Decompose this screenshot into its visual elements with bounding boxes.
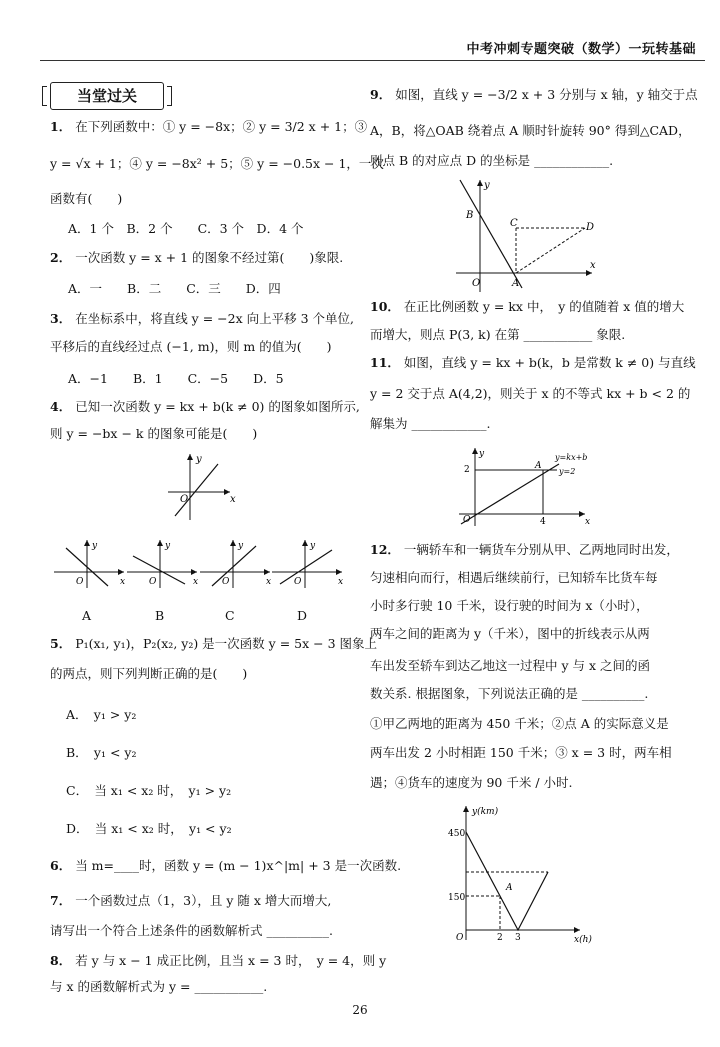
q3-line-1: 3． 在坐标系中，将直线 y = −2x 向上平移 3 个单位,: [50, 311, 354, 326]
q1-line-3: 函数有( ): [50, 191, 123, 206]
svg-text:A: A: [535, 461, 542, 471]
q5-line-2: 的两点，则下列判断正确的是( ): [50, 666, 248, 681]
q4-option-a-figure: [52, 538, 132, 588]
svg-text:y: y: [484, 180, 490, 191]
q3-line-2: 平移后的直线经过点 (−1, m)，则 m 的值为( ): [50, 339, 332, 354]
q1-line-1: 1． 在下列函数中：① y = −8x；② y = 3/2 x + 1；③: [50, 119, 368, 134]
q11-line-3: 解集为 ____________.: [370, 416, 491, 431]
q12-line-8: 两车出发 2 小时相距 150 千米；③ x = 3 时，两车相: [370, 745, 672, 760]
svg-text:O: O: [180, 494, 189, 505]
svg-text:O: O: [472, 278, 481, 289]
q4-main-figure: [160, 450, 240, 522]
svg-text:O: O: [463, 515, 471, 525]
svg-text:A: A: [506, 883, 513, 893]
q4-option-c-figure: [198, 538, 278, 588]
q4-choice-d-label: D: [297, 608, 308, 623]
q12-line-2: 匀速相向而行，相遇后继续前行，已知轿车比货车每: [370, 570, 658, 585]
q11-figure: [455, 444, 605, 528]
q4-choice-b-label: B: [155, 608, 165, 623]
q5-line-1: 5． P₁(x₁, y₁)，P₂(x₂, y₂) 是一次函数 y = 5x − 3 图象上: [50, 636, 377, 651]
q1-options: A．1 个 B．2 个 C．3 个 D．4 个: [68, 221, 304, 236]
svg-text:y: y: [165, 541, 171, 551]
q2-line-1: 2． 一次函数 y = x + 1 的图象不经过第( )象限.: [50, 250, 344, 265]
svg-text:2: 2: [464, 465, 470, 475]
q6-line-1: 6． 当 m=____时，函数 y = (m − 1)x^|m| + 3 是一次函数.: [50, 858, 402, 873]
q9-line-1: 9． 如图，直线 y = −3/2 x + 3 分别与 x 轴，y 轴交于点: [370, 87, 698, 102]
q4-line-1: 4． 已知一次函数 y = kx + b(k ≠ 0) 的图象如图所示,: [50, 399, 360, 414]
page-number: 26: [352, 1003, 368, 1017]
svg-text:O: O: [149, 577, 157, 587]
svg-text:y: y: [196, 454, 202, 465]
svg-text:O: O: [76, 577, 84, 587]
svg-text:x: x: [266, 577, 272, 587]
q1-line-2: y = √x + 1；④ y = −8x² + 5；⑤ y = −0.5x − 1，一次: [50, 156, 384, 171]
q12-line-7: ①甲乙两地的距离为 450 千米；②点 A 的实际意义是: [370, 716, 669, 731]
q2-options: A．一 B．二 C．三 D．四: [68, 281, 281, 296]
section-banner: 当堂过关: [50, 82, 164, 110]
svg-text:O: O: [294, 577, 302, 587]
svg-text:A: A: [512, 278, 520, 289]
svg-text:x: x: [193, 577, 199, 587]
svg-text:2: 2: [497, 933, 503, 943]
q4-choice-c-label: C: [225, 608, 235, 623]
svg-text:450: 450: [448, 829, 466, 839]
q10-line-1: 10． 在正比例函数 y = kx 中， y 的值随着 x 值的增大: [370, 299, 685, 314]
svg-text:3: 3: [515, 933, 521, 943]
q12-line-3: 小时多行驶 10 千米，设行驶的时间为 x（小时），: [370, 598, 649, 613]
page-header-title: 中考冲刺专题突破（数学）一玩转基础: [466, 42, 696, 57]
q9-figure: [452, 176, 602, 294]
q4-option-d-figure: [270, 538, 350, 588]
svg-text:x(h): x(h): [574, 935, 592, 945]
svg-text:B: B: [466, 210, 474, 221]
header-rule: [40, 60, 705, 61]
q8-line-2: 与 x 的函数解析式为 y = ___________.: [50, 979, 268, 994]
svg-text:x: x: [585, 517, 591, 527]
svg-text:x: x: [230, 494, 236, 505]
svg-text:x: x: [338, 577, 344, 587]
svg-text:y=2: y=2: [559, 467, 576, 476]
q12-line-9: 遇；④货车的速度为 90 千米 / 小时.: [370, 775, 573, 790]
svg-text:x: x: [590, 260, 596, 271]
svg-text:y: y: [92, 541, 98, 551]
svg-text:y: y: [238, 541, 244, 551]
svg-text:C: C: [510, 218, 518, 229]
svg-text:4: 4: [540, 517, 546, 527]
q4-choice-a-label: A: [82, 608, 92, 623]
q8-line-1: 8． 若 y 与 x − 1 成正比例，且当 x = 3 时， y = 4，则 y: [50, 953, 387, 968]
q12-line-5: 车出发至轿车到达乙地这一过程中 y 与 x 之间的函: [370, 658, 651, 673]
svg-text:D: D: [586, 222, 595, 233]
q4-line-2: 则 y = −bx − k 的图象可能是( ): [50, 426, 258, 441]
q12-line-6: 数关系. 根据图象，下列说法正确的是 __________.: [370, 686, 649, 701]
q5-option-b: B． y₁ < y₂: [66, 745, 137, 760]
q7-line-2: 请写出一个符合上述条件的函数解析式 __________.: [50, 923, 333, 938]
svg-text:y: y: [479, 449, 485, 459]
svg-text:x: x: [120, 577, 126, 587]
q9-line-2: A，B，将△OAB 绕着点 A 顺时针旋转 90° 得到△CAD，: [370, 123, 691, 138]
svg-text:y(km): y(km): [472, 807, 499, 817]
q12-figure: [440, 800, 600, 945]
q4-option-b-figure: [125, 538, 205, 588]
q10-line-2: 而增大，则点 P(3, k) 在第 ___________ 象限.: [370, 327, 626, 342]
q9-line-3: 则点 B 的对应点 D 的坐标是 ____________.: [370, 153, 614, 168]
q7-line-1: 7． 一个函数过点（1，3），且 y 随 x 增大而增大,: [50, 893, 332, 908]
svg-text:O: O: [222, 577, 230, 587]
q12-line-1: 12． 一辆轿车和一辆货车分别从甲、乙两地同时出发，: [370, 542, 679, 557]
q5-option-d: D． 当 x₁ < x₂ 时， y₁ < y₂: [66, 821, 232, 836]
svg-text:O: O: [456, 933, 464, 943]
svg-text:y: y: [310, 541, 316, 551]
svg-text:150: 150: [448, 893, 466, 903]
q11-line-2: y = 2 交于点 A(4,2)，则关于 x 的不等式 kx + b < 2 的: [370, 386, 691, 401]
q11-line-1: 11． 如图，直线 y = kx + b(k，b 是常数 k ≠ 0) 与直线: [370, 355, 696, 370]
q12-line-4: 两车之间的距离为 y（千米），图中的折线表示从两: [370, 626, 650, 641]
q5-option-c: C． 当 x₁ < x₂ 时， y₁ > y₂: [66, 783, 232, 798]
q5-option-a: A． y₁ > y₂: [66, 707, 137, 722]
q3-options: A．−1 B．1 C．−5 D．5: [68, 371, 284, 386]
svg-text:y=kx+b: y=kx+b: [555, 453, 588, 462]
